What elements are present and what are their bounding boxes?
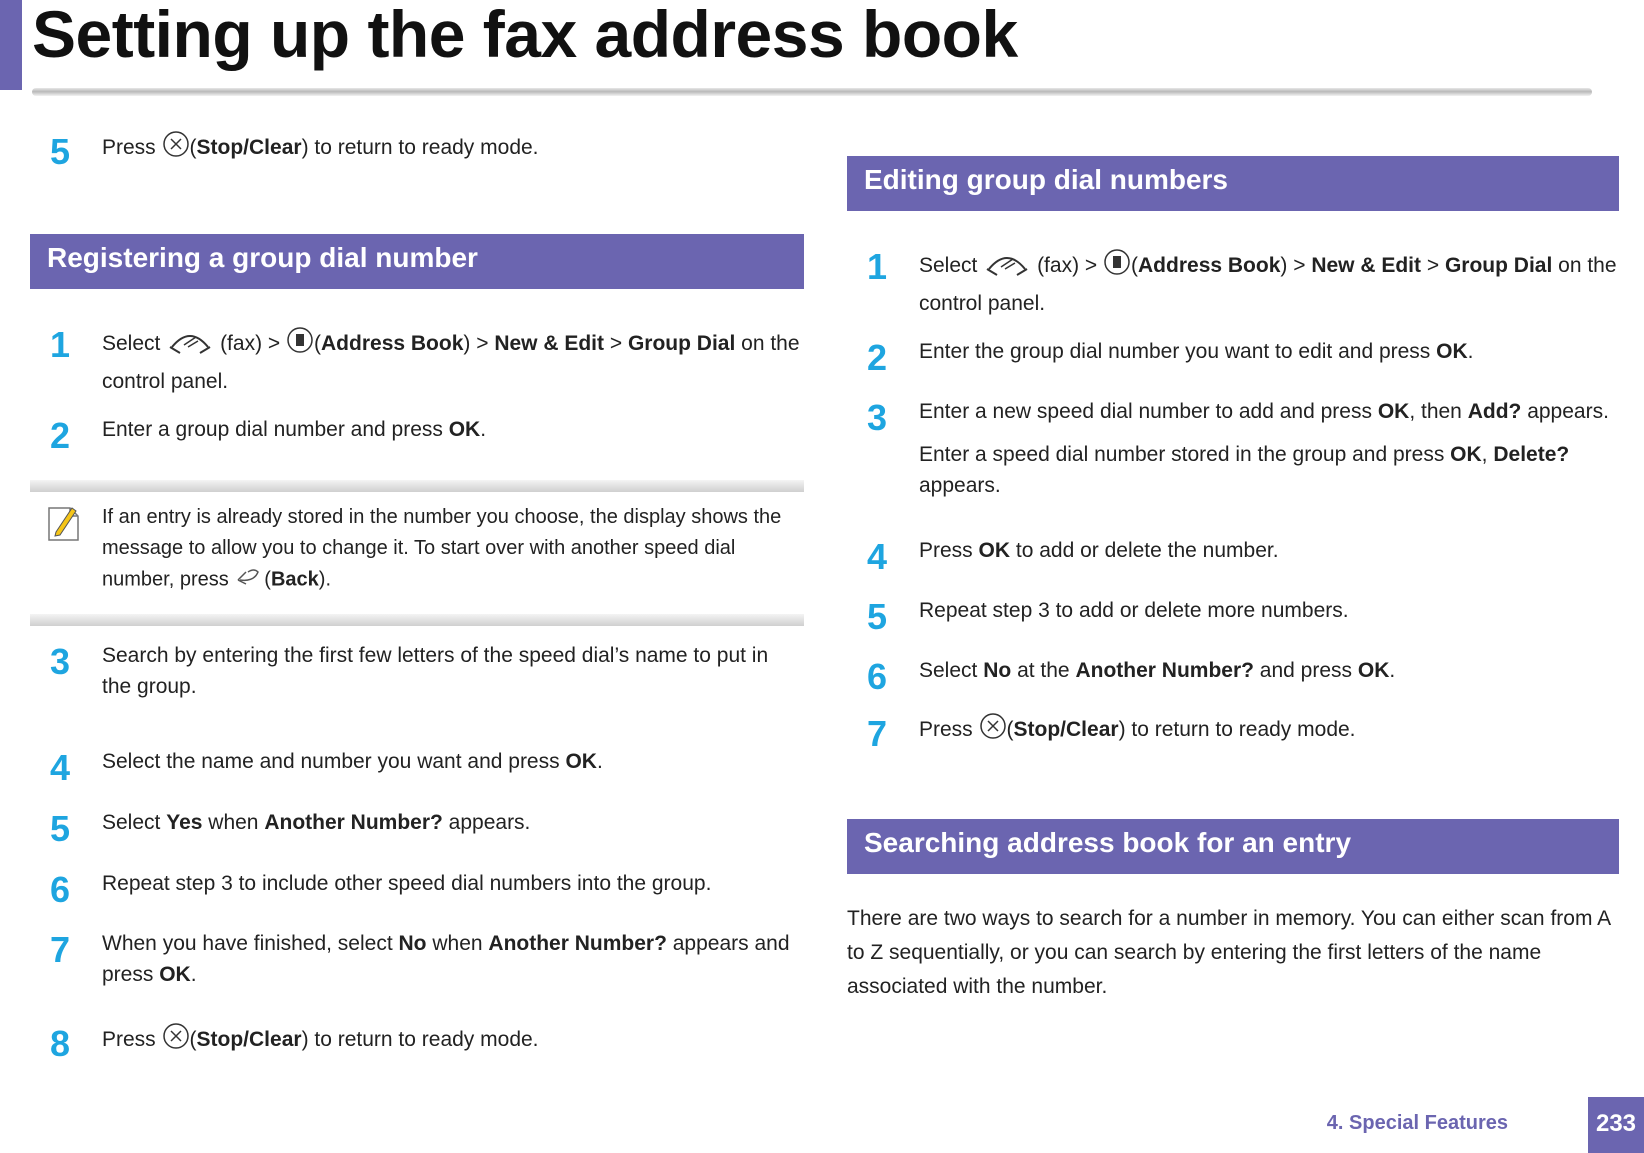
step-number: 6: [49, 869, 71, 910]
left-step-7: 7 When you have finished, select No when Another Number? appears and press OK.: [34, 928, 804, 990]
stop-clear-icon: [979, 712, 1007, 749]
note-box: If an entry is already stored in the number you choose, the display shows the message to allow you to change it. To start over with another speed dial number, press (Back).: [30, 480, 804, 626]
page-number: 233: [1588, 1097, 1644, 1153]
note-text: If an entry is already stored in the number you choose, the display shows the message to allow you to change it. To start over with another speed dial number, press: [102, 506, 782, 591]
address-book-icon: [286, 326, 314, 363]
right-step-5: 5 Repeat step 3 to add or delete more numbers.: [851, 595, 1621, 635]
footer-chapter: 4. Special Features: [1326, 1112, 1508, 1134]
step-number: 4: [49, 747, 71, 788]
stop-clear-icon: [162, 1022, 190, 1059]
step-number: 4: [866, 536, 888, 577]
top-step-5: 5 Press (Stop/Clear) to return to ready mode.: [34, 130, 794, 170]
section-heading-editing: Editing group dial numbers: [847, 156, 1619, 211]
left-step-8: 8 Press (Stop/Clear) to return to ready mode.: [34, 1022, 804, 1062]
step-number: 1: [49, 324, 71, 365]
step-number: 1: [866, 246, 888, 287]
step-number: 8: [49, 1023, 71, 1064]
right-step-3: 3 Enter a new speed dial number to add and press OK, then Add? appears. Enter a speed dial number stored in the group and press OK, Delete? appears.: [851, 396, 1621, 501]
step-number: 2: [49, 415, 71, 456]
stop-clear-icon: [162, 130, 190, 167]
left-step-5: 5 Select Yes when Another Number? appears.: [34, 807, 804, 847]
step-number: 5: [49, 131, 71, 172]
step-number: 7: [866, 713, 888, 754]
left-step-4: 4 Select the name and number you want and press OK.: [34, 746, 804, 786]
step-number: 6: [866, 656, 888, 697]
title-divider: [32, 88, 1592, 96]
left-step-2: 2 Enter a group dial number and press OK.: [34, 414, 804, 454]
step-number: 5: [49, 808, 71, 849]
right-step-4: 4 Press OK to add or delete the number.: [851, 535, 1621, 575]
left-step-6: 6 Repeat step 3 to include other speed dial numbers into the group.: [34, 868, 804, 908]
fax-icon: [983, 245, 1031, 288]
step-number: 3: [866, 397, 888, 438]
right-step-7: 7 Press (Stop/Clear) to return to ready mode.: [851, 712, 1621, 752]
step-number: 2: [866, 337, 888, 378]
back-icon: [234, 564, 264, 596]
right-step-2: 2 Enter the group dial number you want to edit and press OK.: [851, 336, 1621, 376]
step-number: 3: [49, 641, 71, 682]
step-number: 5: [866, 596, 888, 637]
left-step-3: 3 Search by entering the first few letters of the speed dial’s name to put in the group.: [34, 640, 804, 702]
right-step-1: 1 Select (fax) > (Address Book) > New & Edit > Group Dial on the control panel.: [851, 245, 1621, 319]
page-title: Setting up the fax address book: [32, 0, 1018, 71]
section-heading-searching: Searching address book for an entry: [847, 819, 1619, 874]
fax-icon: [166, 323, 214, 366]
note-pencil-icon: [46, 502, 82, 547]
step-number: 7: [49, 929, 71, 970]
right-step-6: 6 Select No at the Another Number? and press OK.: [851, 655, 1621, 695]
title-accent-bar: [0, 0, 22, 90]
address-book-icon: [1103, 248, 1131, 285]
section-heading-registering: Registering a group dial number: [30, 234, 804, 289]
left-step-1: 1 Select (fax) > (Address Book) > New & Edit > Group Dial on the control panel.: [34, 323, 804, 397]
search-paragraph: There are two ways to search for a number in memory. You can either scan from A to Z sequentially, or you can search by entering the first letters of the name associated with the number.: [847, 907, 1610, 998]
